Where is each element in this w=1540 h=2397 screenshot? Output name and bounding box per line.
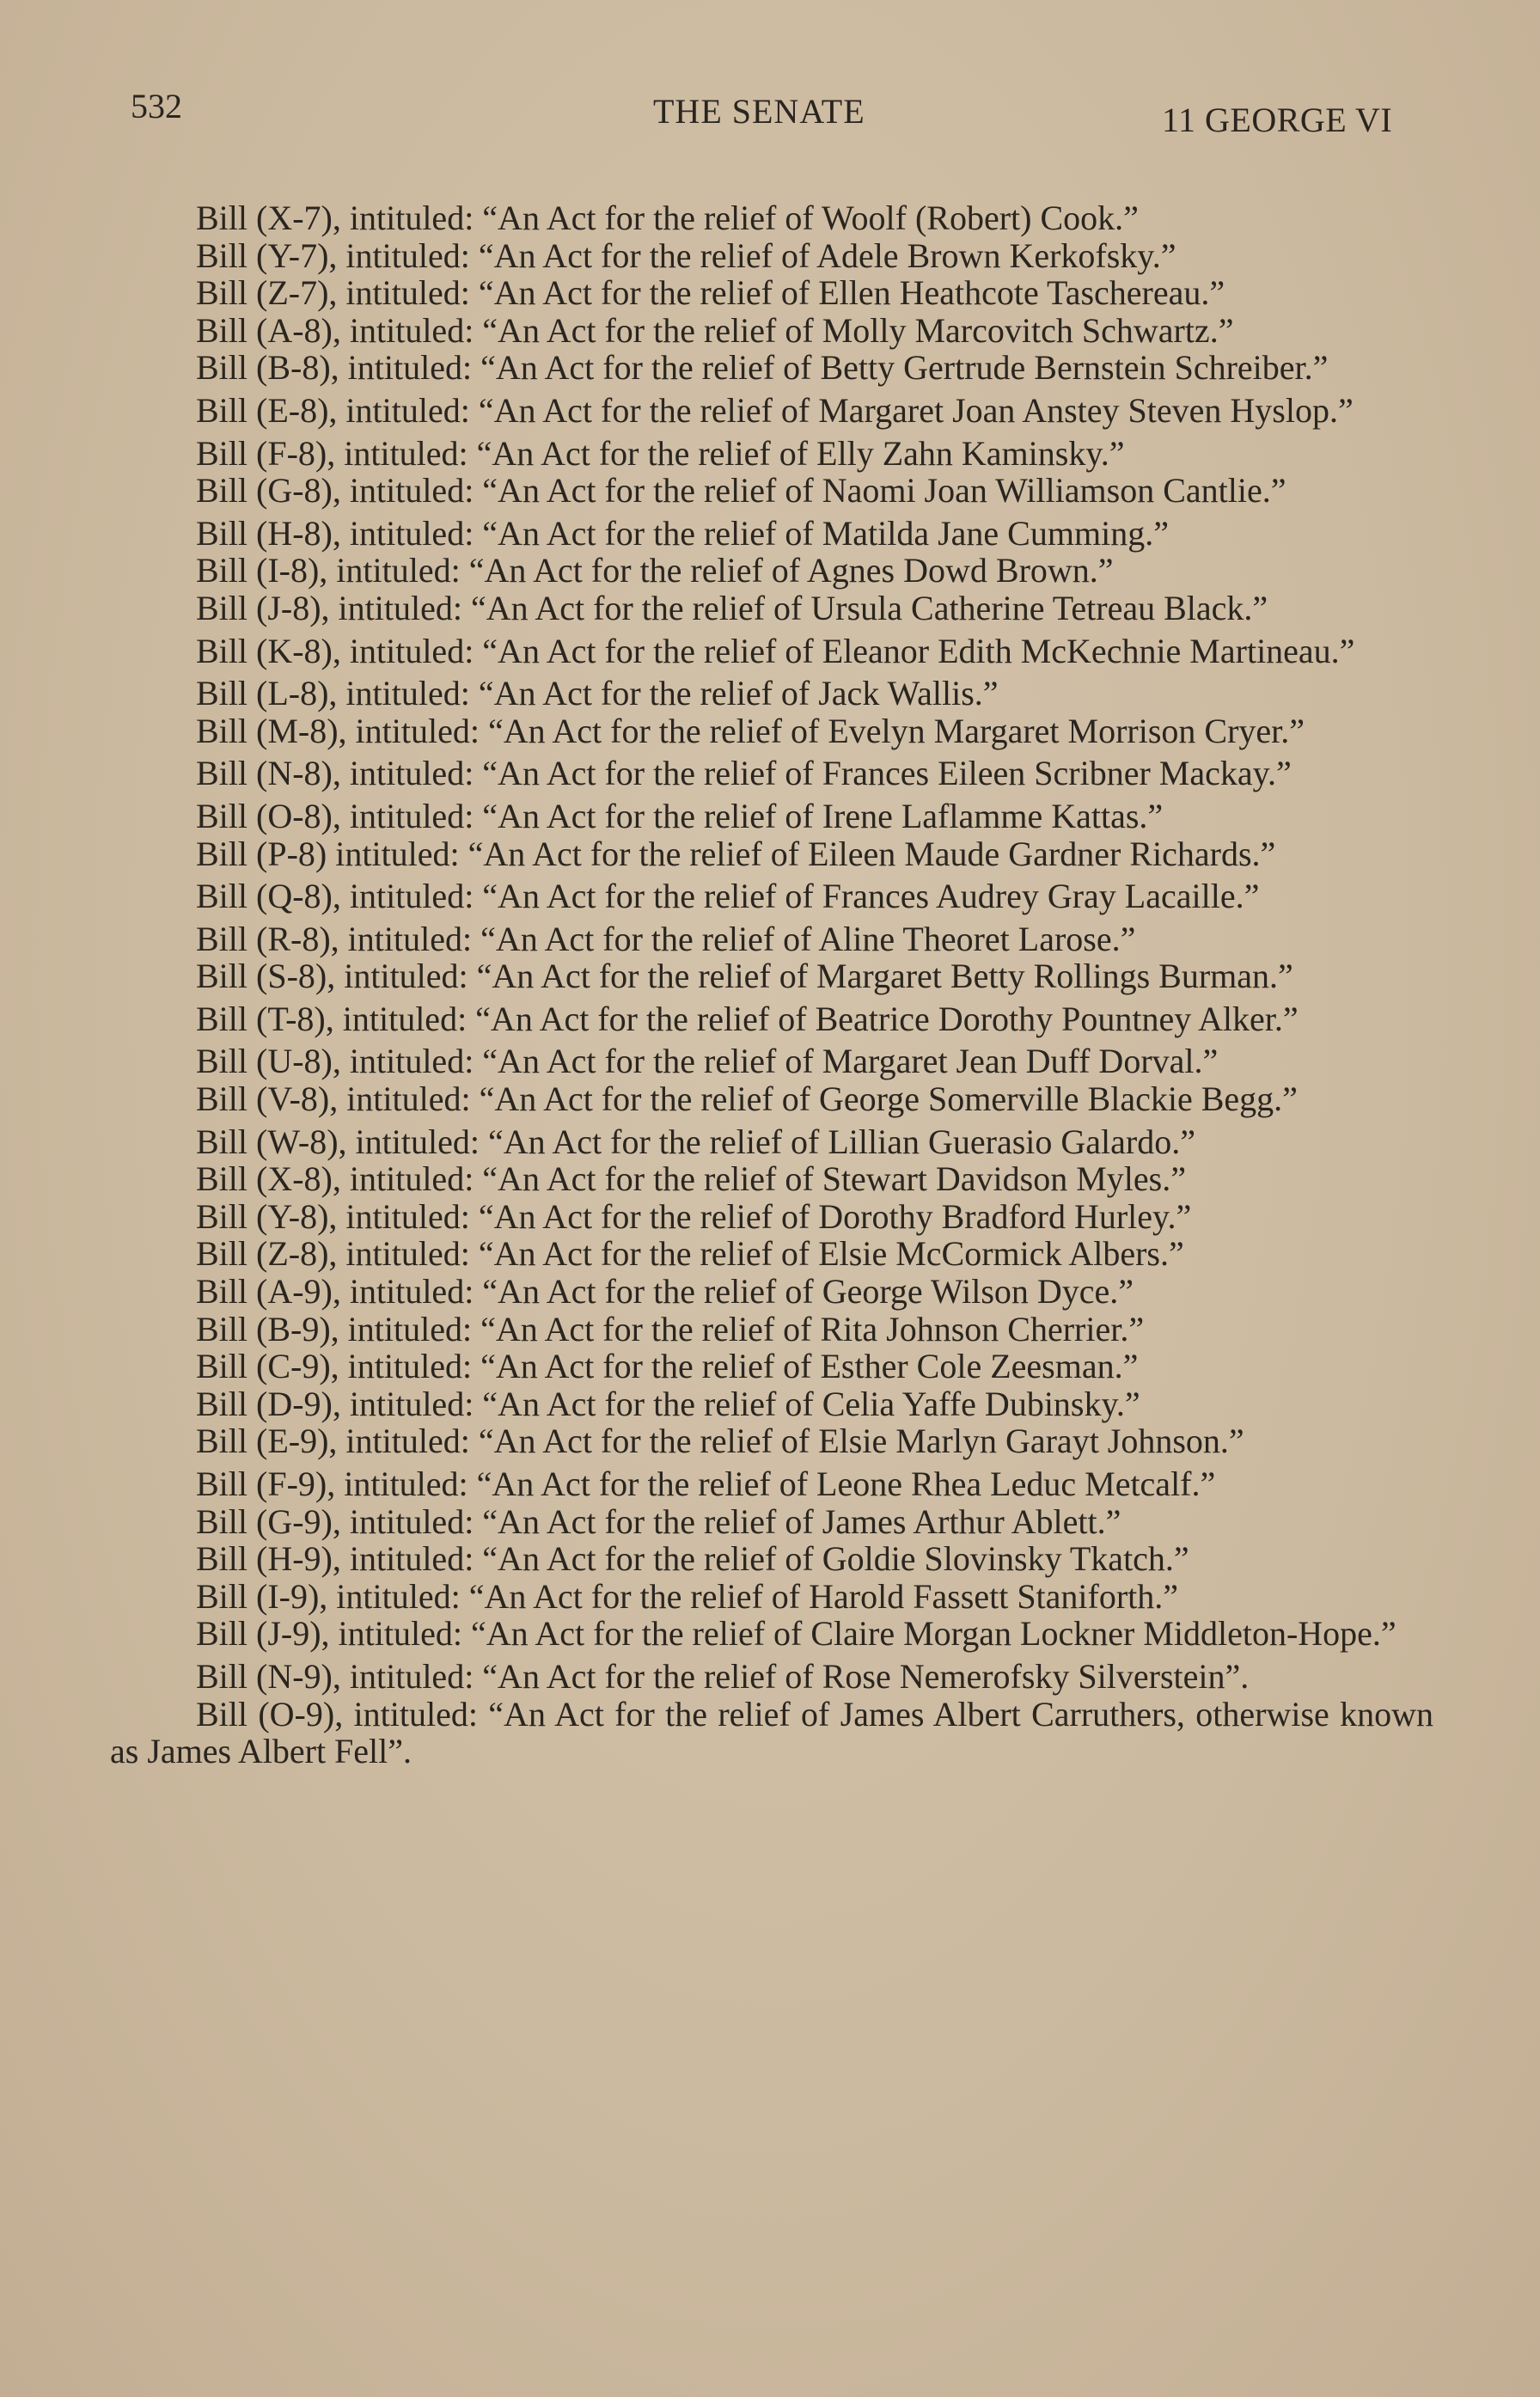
bill-entry: Bill (O-9), intituled: “An Act for the relief of James Albert Carruthers, otherwise known as James Albert Fell”. <box>110 1694 1433 1771</box>
page-header <box>0 86 1540 138</box>
bill-entry: Bill (Y-7), intituled: “An Act for the relief of Adele Brown Kerkofsky.” <box>196 235 1176 275</box>
bill-entry: Bill (G-8), intituled: “An Act for the relief of Naomi Joan Williamson Cantlie.” <box>196 471 1286 511</box>
bill-entry: Bill (O-8), intituled: “An Act for the relief of Irene Laflamme Kattas.” <box>196 796 1164 835</box>
bill-entry: Bill (D-9), intituled: “An Act for the relief of Celia Yaffe Dubinsky.” <box>196 1384 1140 1423</box>
bill-entry: Bill (T-8), intituled: “An Act for the relief of Beatrice Dorothy Pountney Alker.” <box>196 999 1299 1038</box>
bill-entry: Bill (G-9), intituled: “An Act for the relief of James Arthur Ablett.” <box>196 1501 1121 1541</box>
bill-entry: Bill (W-8), intituled: “An Act for the relief of Lillian Guerasio Galardo.” <box>196 1122 1195 1161</box>
bill-entry: Bill (N-9), intituled: “An Act for the relief of Rose Nemerofsky Silverstein”. <box>196 1656 1250 1696</box>
bill-entry: Bill (X-7), intituled: “An Act for the relief of Woolf (Robert) Cook.” <box>196 199 1139 237</box>
bill-entry: Bill (L-8), intituled: “An Act for the relief of Jack Wallis.” <box>196 674 999 713</box>
running-title: THE SENATE <box>653 92 865 131</box>
bill-entry: Bill (Y-8), intituled: “An Act for the relief of Dorothy Bradford Hurley.” <box>196 1196 1192 1236</box>
bill-entry: Bill (F-8), intituled: “An Act for the relief of Elly Zahn Kaminsky.” <box>196 433 1125 473</box>
bill-entry: Bill (E-9), intituled: “An Act for the relief of Elsie Marlyn Garayt Johnson.” <box>196 1422 1244 1461</box>
bill-entry: Bill (P-8) intituled: “An Act for the relief of Eileen Maude Gardner Richards.” <box>196 834 1276 873</box>
bill-entry: Bill (F-9), intituled: “An Act for the relief of Leone Rhea Leduc Metcalf.” <box>196 1464 1216 1503</box>
bill-entry: Bill (N-8), intituled: “An Act for the relief of Frances Eileen Scribner Mackay.” <box>196 754 1292 793</box>
bill-entry: Bill (H-9), intituled: “An Act for the relief of Goldie Slovinsky Tkatch.” <box>196 1539 1189 1579</box>
bill-entry: Bill (A-9), intituled: “An Act for the relief of George Wilson Dyce.” <box>196 1272 1134 1312</box>
bill-list <box>110 199 1433 1770</box>
bill-entry: Bill (X-8), intituled: “An Act for the relief of Stewart Davidson Myles.” <box>196 1159 1186 1199</box>
bill-entry: Bill (E-8), intituled: “An Act for the relief of Margaret Joan Anstey Steven Hyslop.” <box>196 390 1354 430</box>
bill-entry: Bill (M-8), intituled: “An Act for the relief of Evelyn Margaret Morrison Cryer.” <box>196 711 1305 750</box>
bill-entry: Bill (S-8), intituled: “An Act for the relief of Margaret Betty Rollings Burman.” <box>196 957 1293 996</box>
bill-entry: Bill (B-9), intituled: “An Act for the relief of Rita Johnson Cherrier.” <box>196 1309 1145 1348</box>
bill-entry: Bill (C-9), intituled: “An Act for the relief of Esther Cole Zeesman.” <box>196 1347 1139 1386</box>
bill-entry: Bill (Q-8), intituled: “An Act for the relief of Frances Audrey Gray Lacaille.” <box>196 877 1260 916</box>
bill-entry: Bill (J-9), intituled: “An Act for the relief of Claire Morgan Lockner Middleton-Hope.” <box>196 1614 1396 1654</box>
bill-entry: Bill (K-8), intituled: “An Act for the relief of Eleanor Edith McKechnie Martineau.” <box>196 631 1355 670</box>
bill-entry: Bill (V-8), intituled: “An Act for the relief of George Somerville Blackie Begg.” <box>196 1079 1298 1119</box>
bill-entry: Bill (H-8), intituled: “An Act for the relief of Matilda Jane Cumming.” <box>196 513 1169 553</box>
bill-entry: Bill (Z-8), intituled: “An Act for the relief of Elsie McCormick Albers.” <box>196 1234 1184 1274</box>
page-number: 532 <box>131 87 182 125</box>
bill-entry: Bill (B-8), intituled: “An Act for the relief of Betty Gertrude Bernstein Schreiber.” <box>196 348 1329 388</box>
bill-entry: Bill (Z-7), intituled: “An Act for the relief of Ellen Heathcote Taschereau.” <box>196 273 1225 313</box>
bill-entry: Bill (J-8), intituled: “An Act for the relief of Ursula Catherine Tetreau Black.” <box>196 588 1268 627</box>
bill-entry: Bill (U-8), intituled: “An Act for the relief of Margaret Jean Duff Dorval.” <box>196 1042 1219 1081</box>
bill-entry: Bill (R-8), intituled: “An Act for the relief of Aline Theoret Larose.” <box>196 919 1136 958</box>
bill-entry: Bill (A-8), intituled: “An Act for the relief of Molly Marcovitch Schwartz.” <box>196 310 1234 350</box>
bill-entry: Bill (I-8), intituled: “An Act for the relief of Agnes Dowd Brown.” <box>196 551 1114 590</box>
session-label: 11 GEORGE VI <box>1162 101 1393 139</box>
bill-entry: Bill (I-9), intituled: “An Act for the relief of Harold Fassett Staniforth.” <box>196 1576 1179 1616</box>
